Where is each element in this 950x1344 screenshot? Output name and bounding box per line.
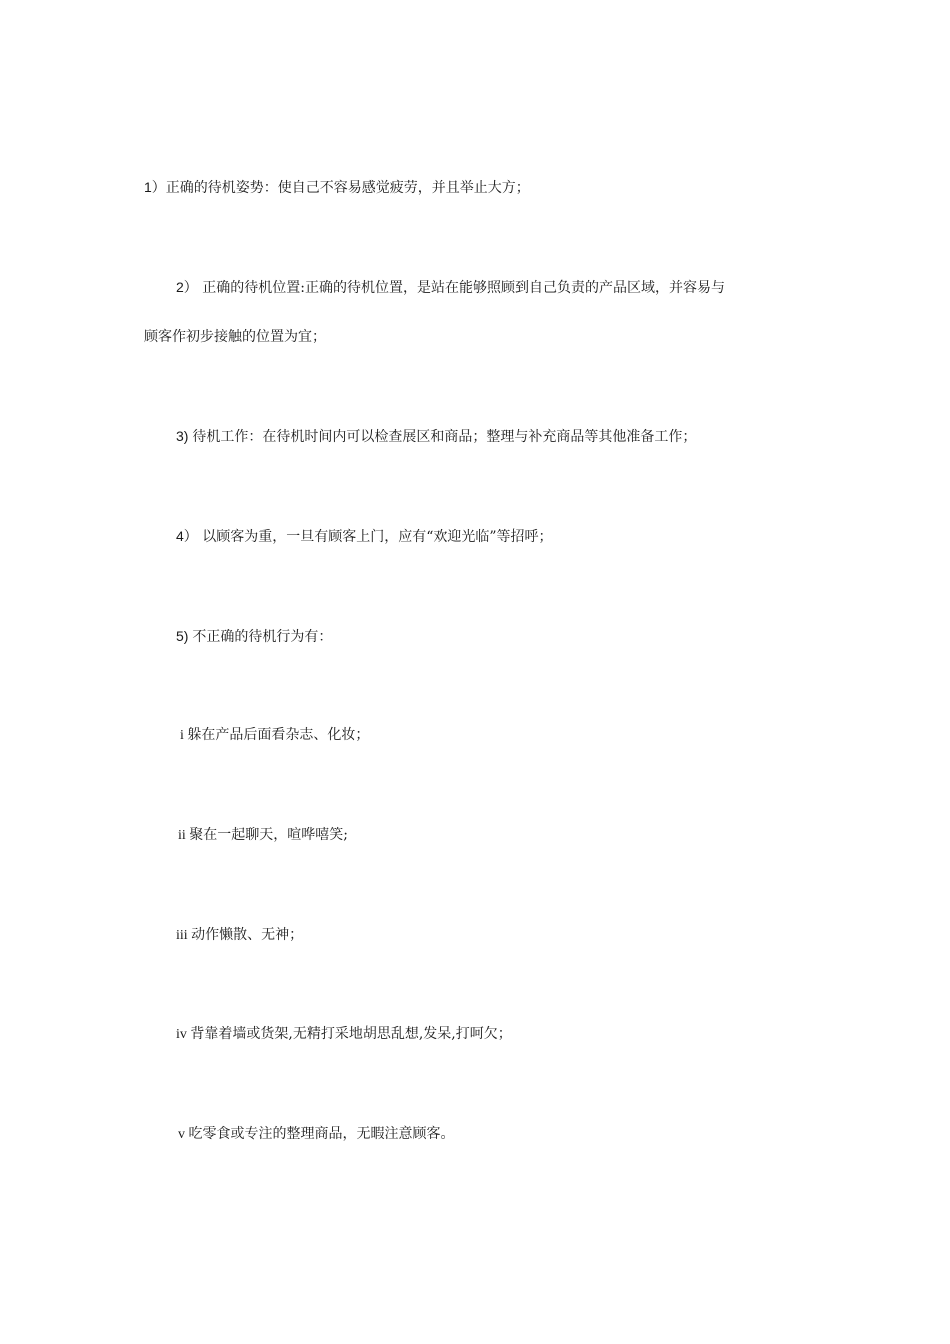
sub-item-i xyxy=(180,725,369,746)
paragraph-text: 顾客作初步接触的位置为宜； xyxy=(144,329,326,345)
list-marker: 4） xyxy=(176,528,198,544)
list-marker: 2） xyxy=(176,279,198,295)
sub-item-iii xyxy=(176,925,303,946)
paragraph-text: 躲在产品后面看杂志、化妆； xyxy=(187,727,370,743)
paragraph-3 xyxy=(176,426,696,447)
paragraph-text: 正确的待机姿势：使自己不容易感觉疲劳，并且举止大方； xyxy=(165,180,530,196)
paragraph-text: 背靠着墙或货架,无精打采地胡思乱想,发呆,打呵欠； xyxy=(190,1026,512,1042)
paragraph-text: 正确的待机位置:正确的待机位置，是站在能够照顾到自己负责的产品区域，并容易与 xyxy=(197,280,725,296)
paragraph-text: 吃零食或专注的整理商品，无暇注意顾客。 xyxy=(188,1126,455,1142)
list-marker: 5) xyxy=(176,628,193,644)
paragraph-text: 待机工作：在待机时间内可以检查展区和商品；整理与补充商品等其他准备工作； xyxy=(192,429,697,445)
list-marker: v xyxy=(178,1127,189,1142)
sub-item-v xyxy=(178,1124,455,1145)
paragraph-4 xyxy=(176,526,553,547)
paragraph-5 xyxy=(176,626,332,647)
list-marker: 3) xyxy=(176,428,193,444)
paragraph-2-continuation xyxy=(144,327,326,347)
paragraph-1 xyxy=(144,177,530,198)
paragraph-text: 动作懒散、无神； xyxy=(191,927,304,943)
list-marker: ii xyxy=(178,828,190,843)
paragraph-text: 以顾客为重，一旦有顾客上门，应有“欢迎光临”等招呼； xyxy=(197,529,553,545)
list-marker: i xyxy=(180,728,188,743)
list-marker: iii xyxy=(176,928,192,943)
paragraph-text: 聚在一起聊天，喧哗嘻笑; xyxy=(189,827,348,843)
paragraph-text: 不正确的待机行为有： xyxy=(192,629,333,645)
list-marker: iv xyxy=(176,1027,191,1042)
sub-item-ii xyxy=(178,825,348,846)
sub-item-iv xyxy=(176,1024,512,1045)
paragraph-2 xyxy=(176,277,725,298)
list-marker: 1） xyxy=(144,179,166,195)
